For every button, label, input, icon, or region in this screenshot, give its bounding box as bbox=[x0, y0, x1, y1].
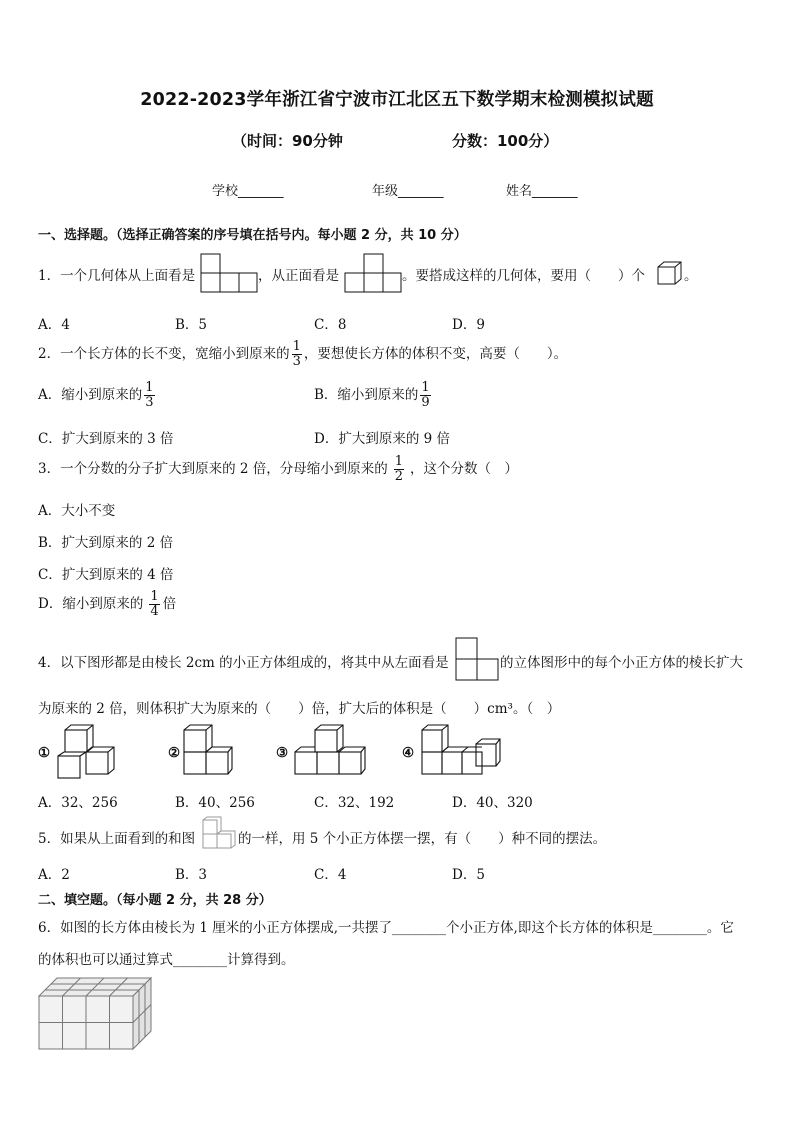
q1-text-a: 1．一个几何体从上面看是 bbox=[38, 268, 196, 284]
q6-text-a: 6．如图的长方体由棱长为 1 厘米的小正方体摆成,一共摆了________个小正方体,即这个长方体的体积是________。它 bbox=[38, 920, 734, 936]
q1-text-d: 。 bbox=[684, 268, 698, 284]
figure-1-cubes bbox=[56, 724, 118, 779]
grade-field[interactable]: 年级_______ bbox=[372, 184, 444, 199]
q3-option-d[interactable]: D．缩小到原来的 $\frac{1}{4}$ 倍 bbox=[38, 589, 177, 619]
front-view-figure bbox=[344, 253, 402, 293]
q4-text-c: 为原来的 2 倍，则体积扩大为原来的（ ）倍，扩大后的体积是（ ）cm³。（ ） bbox=[38, 701, 561, 717]
q6-text-b: 的体积也可以通过算式________计算得到。 bbox=[38, 952, 295, 968]
q3-question: 3．一个分数的分子扩大到原来的 2 倍，分母缩小到原来的 $\frac{1}{2}$ ，这个分数（ ） bbox=[38, 454, 519, 484]
figure-3-cubes bbox=[293, 724, 367, 779]
q1-option-b[interactable]: B．5 bbox=[175, 317, 208, 333]
q2-option-d[interactable]: D．扩大到原来的 9 倍 bbox=[314, 431, 450, 447]
figure-4-cubes bbox=[420, 724, 502, 779]
q2-fraction: $\frac{1}{3}$ bbox=[292, 339, 301, 369]
name-field[interactable]: 姓名_______ bbox=[506, 184, 578, 199]
q5-option-d[interactable]: D．5 bbox=[452, 867, 485, 883]
q1-text-b: ，从正面看是 bbox=[258, 268, 339, 284]
figure-1-label: ① bbox=[38, 745, 51, 761]
page-title: 2022-2023学年浙江省宁波市江北区五下数学期末检测模拟试题 bbox=[140, 90, 654, 110]
figure-2-label: ② bbox=[168, 745, 181, 761]
q2-text-b: ，要想使长方体的体积不变，高要（ ）。 bbox=[303, 346, 568, 362]
q4-option-c[interactable]: C．32、192 bbox=[314, 795, 395, 811]
q1-option-d[interactable]: D．9 bbox=[452, 317, 485, 333]
q3-option-b[interactable]: B．扩大到原来的 2 倍 bbox=[38, 535, 174, 551]
q5-figure bbox=[200, 815, 238, 853]
q5-option-b[interactable]: B．3 bbox=[175, 867, 208, 883]
q1-text-c: 。要搭成这样的几何体，要用（ ）个 bbox=[402, 268, 645, 284]
q2-option-a[interactable]: A．缩小到原来的 $\frac{1}{3}$ bbox=[38, 380, 154, 410]
q4-text-a: 4．以下图形都是由棱长 2cm 的小正方体组成的，将其中从左面看是 bbox=[38, 655, 449, 671]
time-label: （时间：90分钟 bbox=[232, 132, 343, 150]
q1-option-a[interactable]: A．4 bbox=[38, 317, 70, 333]
q4-text-b: 的立体图形中的每个小正方体的棱长扩大 bbox=[500, 655, 743, 671]
q2-option-c[interactable]: C．扩大到原来的 3 倍 bbox=[38, 431, 174, 447]
cuboid-figure bbox=[38, 976, 154, 1052]
q5-text-a: 5．如果从上面看到的和图 bbox=[38, 831, 196, 847]
top-view-figure bbox=[200, 253, 258, 293]
figure-3-label: ③ bbox=[276, 745, 289, 761]
q3-option-c[interactable]: C．扩大到原来的 4 倍 bbox=[38, 567, 174, 583]
q1-option-c[interactable]: C．8 bbox=[314, 317, 347, 333]
school-field[interactable]: 学校_______ bbox=[212, 184, 284, 199]
q2-question bbox=[38, 340, 567, 369]
left-view-figure bbox=[455, 637, 499, 681]
q4-option-a[interactable]: A．32、256 bbox=[38, 795, 118, 811]
q5-option-a[interactable]: A．2 bbox=[38, 867, 70, 883]
q4-option-d[interactable]: D．40、320 bbox=[452, 795, 533, 811]
section-1-heading: 一、选择题。（选择正确答案的序号填在括号内。每小题 2 分，共 10 分） bbox=[38, 228, 467, 243]
section-2-heading: 二、填空题。（每小题 2 分，共 28 分） bbox=[38, 893, 272, 908]
figure-2-cubes bbox=[182, 724, 234, 779]
q2-text-a: 2．一个长方体的长不变，宽缩小到原来的 bbox=[38, 346, 290, 362]
figure-4-label: ④ bbox=[402, 745, 415, 761]
score-label: 分数：100分） bbox=[452, 132, 559, 150]
q4-option-b[interactable]: B．40、256 bbox=[175, 795, 255, 811]
q5-option-c[interactable]: C．4 bbox=[314, 867, 347, 883]
small-cube-icon bbox=[657, 261, 683, 285]
q2-option-b[interactable]: B．缩小到原来的 $\frac{1}{9}$ bbox=[314, 380, 430, 410]
q3-option-a[interactable]: A．大小不变 bbox=[38, 503, 116, 519]
q5-text-b: 的一样，用 5 个小正方体摆一摆，有（ ）种不同的摆法。 bbox=[238, 831, 607, 847]
